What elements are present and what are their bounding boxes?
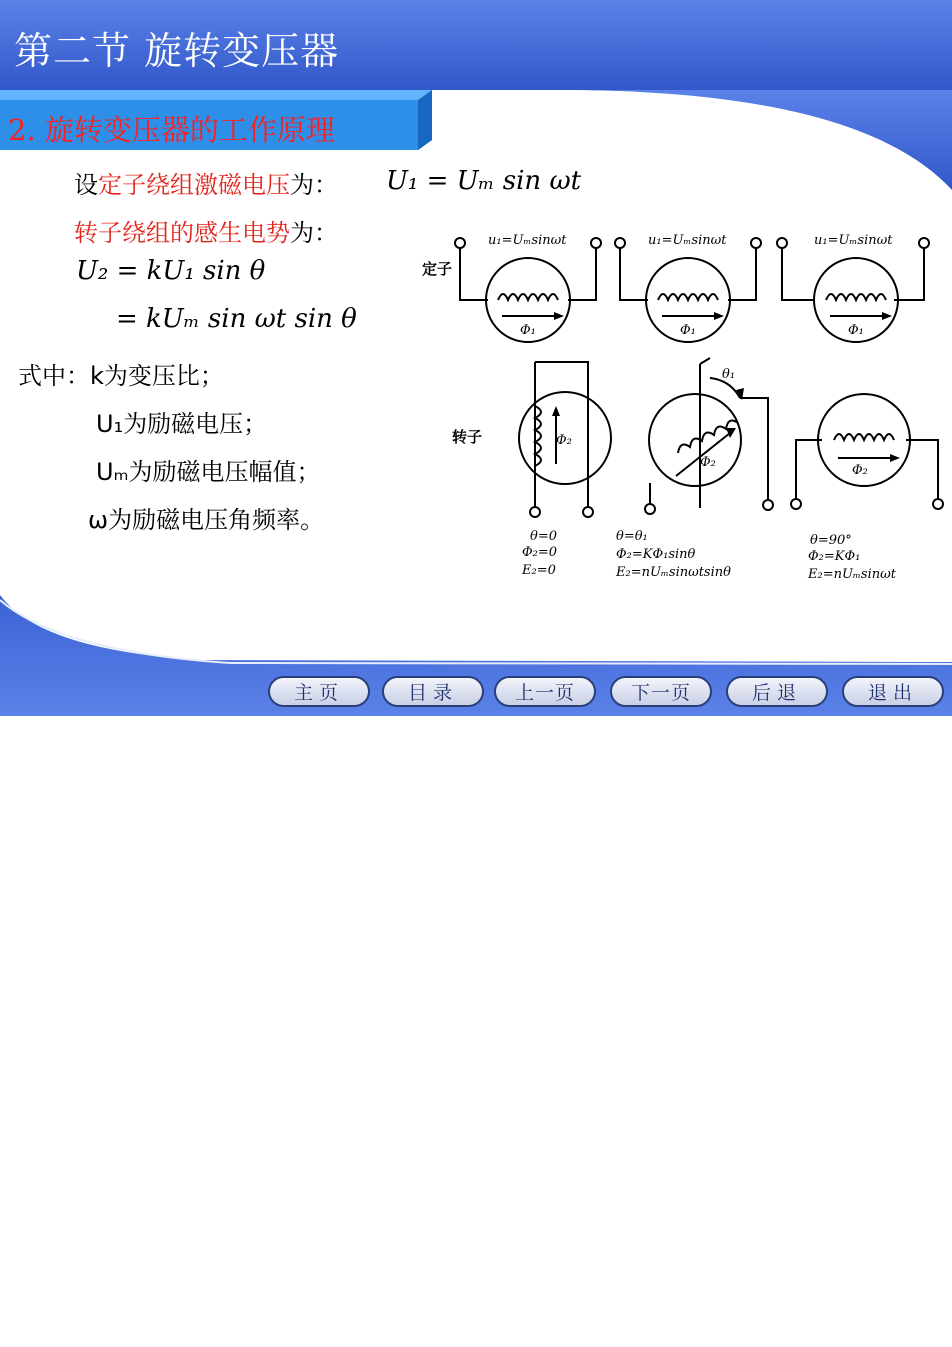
definition-u1: U₁为励磁电压； [96,410,268,438]
definition-k: 式中：k为变压比； [18,362,224,390]
exit-button[interactable]: 退出 [842,676,944,707]
line2-highlight: 转子绕组的感生电势 [74,219,290,247]
equation-u2-expanded: = kUₘ sin ωt sin θ [116,304,357,334]
rotor-emf-line [74,213,338,248]
case2-line2: Φ₂=KΦ₁sinθ [616,547,696,562]
toc-button[interactable]: 目录 [382,676,484,707]
flux1-label-3: Φ₁ [848,323,864,338]
definition-omega: ω为励磁电压角频率。 [88,506,325,534]
case3-line2: Φ₂=KΦ₁ [808,549,861,564]
flux2-label-3: Φ₂ [852,463,868,478]
case1-line3: E₂=0 [522,563,556,578]
rotor-label: 转子 [452,428,483,446]
stator-voltage-line [74,165,338,200]
line1-prefix: 设 [74,171,98,199]
stator-label: 定子 [422,260,453,278]
back-button[interactable]: 后退 [726,676,828,707]
case3-line1: θ=90° [810,533,852,548]
line1-highlight: 定子绕组激磁电压 [98,171,290,199]
case1-line2: Φ₂=0 [522,545,558,560]
case1-line1: θ=0 [530,529,557,544]
equation-u2: U₂ = kU₁ sin θ [76,256,266,286]
resolver-diagram [410,228,950,593]
next-page-button[interactable]: 下一页 [610,676,712,707]
equation-u1: U₁ = Uₘ sin ωt [386,166,582,196]
line1-suffix: 为： [290,171,338,199]
home-button[interactable]: 主页 [268,676,370,707]
definition-um: Uₘ为励磁电压幅值； [96,458,321,486]
case2-line1: θ=θ₁ [616,529,648,544]
supply-label-1: u₁=Uₘsinωt [488,233,567,248]
flux1-label-2: Φ₁ [680,323,696,338]
supply-label-3: u₁=Uₘsinωt [814,233,893,248]
line2-suffix: 为： [290,219,338,247]
section-subtitle: 2. 旋转变压器的工作原理 [8,113,335,147]
case2-line3: E₂=nUₘsinωtsinθ [616,565,731,580]
flux2-label-2: Φ₂ [700,455,716,470]
prev-page-button[interactable]: 上一页 [494,676,596,707]
case3-line3: E₂=nUₘsinωt [808,567,896,582]
page-title: 第二节 旋转变压器 [14,29,340,73]
supply-label-2: u₁=Uₘsinωt [648,233,727,248]
flux2-label-1: Φ₂ [556,433,572,448]
flux1-label-1: Φ₁ [520,323,536,338]
angle-label: θ₁ [722,367,736,382]
